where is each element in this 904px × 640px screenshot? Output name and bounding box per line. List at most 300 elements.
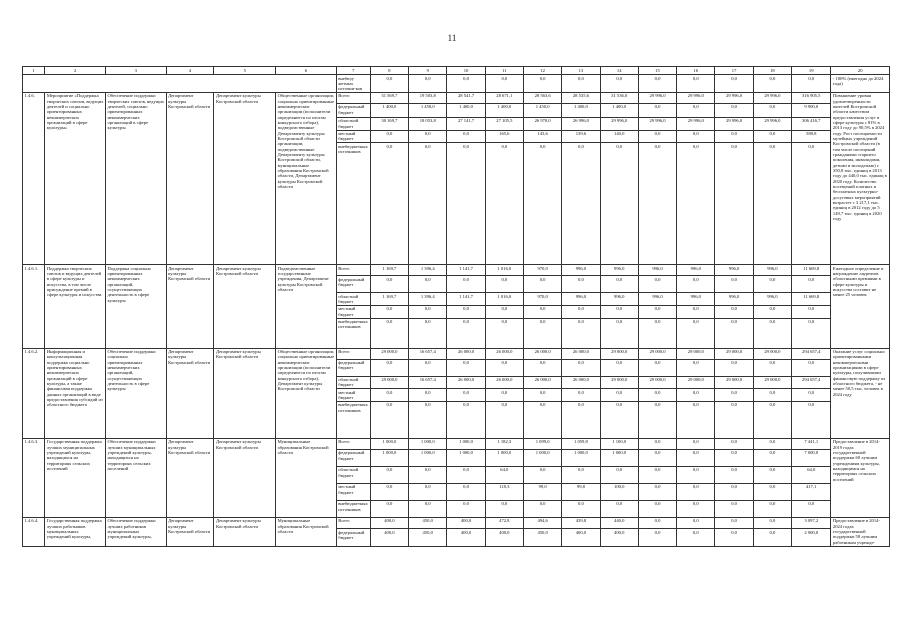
amount-cell: 26 000,0 [447, 348, 485, 359]
amount-cell: 0,0 [600, 318, 638, 348]
amount-cell: 0,0 [600, 466, 638, 483]
expected-result: Оказание услуг социально ориентированными некоммерческими организациями в сфере культуры, получившими финансовую поддержку из областного бюджета, - не менее 50,5 тыс. человек в 2024 году [831, 348, 890, 438]
expected-result: Предоставление в 2014- 2019 годах государственной поддержки 60 лучшим учреждениям культуры, находящимся на территориях сельских поселений [831, 438, 890, 517]
amount-cell: 400,0 [485, 529, 523, 546]
amount-cell: 0,0 [715, 517, 753, 528]
amount-cell: 0,0 [638, 483, 676, 500]
item-executor: Подведомственные государственные учреждения, Департамент культуры Костромской области [276, 265, 337, 348]
amount-cell: 0,0 [409, 389, 447, 402]
funding-source: Всего [336, 517, 370, 528]
amount-cell: 0,0 [370, 130, 408, 143]
amount-cell: 0,0 [638, 466, 676, 483]
amount-cell: 29 996,0 [715, 92, 753, 103]
item-content: Обеспечение поддержки социально ориентированных некоммерческих организаций, осуществляющих деятельность в сфере культуры [105, 348, 166, 438]
amount-cell: 28 541,7 [447, 92, 485, 103]
funding-source: федеральный бюджет [336, 103, 370, 117]
funding-source: областной бюджет [336, 117, 370, 130]
amount-cell: 0,0 [638, 389, 676, 402]
amount-cell: 0,0 [409, 276, 447, 293]
funding-source: внебюджетных источников [336, 500, 370, 517]
amount-cell: 0,0 [370, 75, 408, 93]
item-name: Поддержка творческих союзов и ведущих деятелей в сфере культуры и искусства, в том числе присуждение премий в сфере культуры и искусства [45, 265, 106, 348]
amount-cell: 26 000,0 [562, 376, 600, 389]
amount-cell: 64,0 [792, 466, 831, 483]
amount-cell: 0,0 [600, 401, 638, 438]
amount-cell: 0,0 [715, 449, 753, 466]
amount-cell: 99,0 [523, 483, 561, 500]
amount-cell: 1 450,0 [409, 103, 447, 117]
amount-cell: 1 000,0 [409, 438, 447, 449]
amount-cell: 0,0 [562, 75, 600, 93]
amount-cell: 0,0 [485, 500, 523, 517]
item-customer: Департамент культуры Костромской области [166, 438, 214, 517]
item-customer: Департамент культуры Костромской области [166, 517, 214, 546]
amount-cell: 450,0 [409, 517, 447, 528]
amount-cell: 0,0 [677, 438, 715, 449]
amount-cell: 0,0 [523, 75, 561, 93]
amount-cell: 1 400,0 [447, 103, 485, 117]
amount-cell: 0,0 [677, 276, 715, 293]
table-row [23, 438, 890, 449]
amount-cell: 1 182,3 [485, 438, 523, 449]
amount-cell: 29 000,0 [600, 348, 638, 359]
amount-cell: 26 000,0 [485, 348, 523, 359]
amount-cell: 0,0 [523, 500, 561, 517]
amount-cell: 29 996,0 [753, 117, 791, 130]
amount-cell: 0,0 [523, 389, 561, 402]
item-customer: Департамент культуры Костромской области [166, 265, 214, 348]
amount-cell: 400,0 [370, 529, 408, 546]
amount-cell: 0,0 [792, 500, 831, 517]
amount-cell: 1 141,7 [447, 293, 485, 306]
amount-cell: 996,0 [715, 293, 753, 306]
amount-cell: 0,0 [638, 438, 676, 449]
table-row [23, 517, 890, 528]
column-number: 2 [45, 67, 106, 75]
amount-cell: 0,0 [753, 500, 791, 517]
funding-source: областной бюджет [336, 376, 370, 389]
amount-cell: 0,0 [715, 466, 753, 483]
amount-cell: 1 169,7 [370, 265, 408, 276]
amount-cell: 31 569,7 [370, 92, 408, 103]
amount-cell: 29 000,0 [715, 376, 753, 389]
amount-cell: 0,0 [638, 276, 676, 293]
amount-cell: 19 503,8 [409, 92, 447, 103]
amount-cell: 1 450,0 [523, 103, 561, 117]
item-content: Обеспечение поддержки лучших муниципальных учреждений культуры, находящихся на территориях сельских поселений [105, 438, 166, 517]
funding-source: местный бюджет [336, 483, 370, 500]
item-coordinator: Департамент культуры Костромской области [214, 92, 276, 264]
item-executor: Муниципальные образования Костромской области [276, 517, 337, 546]
column-number: 16 [677, 67, 715, 75]
amount-cell: 29 996,0 [638, 117, 676, 130]
amount-cell: 0,0 [562, 401, 600, 438]
amount-cell: 0,0 [523, 318, 561, 348]
amount-cell: 0,0 [715, 143, 753, 265]
funding-source: внебюджетных источников [336, 401, 370, 438]
amount-cell: 1 100,0 [600, 438, 638, 449]
item-executor: Общественные организации, социально ориентированные некоммерческие организации (исполнители определяются по итогам конкурсного отбора), Департамент культуры Костромской области [276, 348, 337, 438]
amount-cell: 0,0 [792, 401, 831, 438]
column-number: 6 [276, 67, 337, 75]
amount-cell: 27 141,7 [447, 117, 485, 130]
amount-cell: 0,0 [600, 359, 638, 376]
amount-cell: 970,0 [523, 293, 561, 306]
amount-cell: 996,0 [638, 265, 676, 276]
amount-cell: 0,0 [792, 389, 831, 402]
amount-cell: 0,0 [715, 130, 753, 143]
amount-cell: 0,0 [638, 143, 676, 265]
amount-cell: 29 996,0 [753, 92, 791, 103]
amount-cell: 26 996,0 [562, 117, 600, 130]
amount-cell: 440,0 [600, 517, 638, 528]
table-row [23, 92, 890, 103]
amount-cell: 450,0 [523, 529, 561, 546]
amount-cell: 100,0 [600, 483, 638, 500]
amount-cell: 1 141,7 [447, 265, 485, 276]
amount-cell: 0,0 [677, 466, 715, 483]
funding-source: Всего [336, 265, 370, 276]
amount-cell: 7 441,1 [792, 438, 831, 449]
amount-cell: 0,0 [370, 500, 408, 517]
budget-table [22, 66, 890, 547]
amount-cell: 0,0 [715, 305, 753, 318]
amount-cell: 316 905,5 [792, 92, 831, 103]
amount-cell: 29 000,0 [370, 376, 408, 389]
item-name: Государственная поддержка лучших работников муниципальных учреждений культуры, [45, 517, 106, 546]
amount-cell: 16 657,4 [409, 376, 447, 389]
column-number: 11 [485, 67, 523, 75]
column-number: 17 [715, 67, 753, 75]
amount-cell: 29 996,0 [677, 92, 715, 103]
amount-cell: 0,0 [447, 143, 485, 265]
column-number: 7 [336, 67, 370, 75]
item-customer: Департамент культуры Костромской области [166, 92, 214, 264]
amount-cell: 306 416,7 [792, 117, 831, 130]
amount-cell: 1 000,0 [447, 438, 485, 449]
amount-cell: 18 053,8 [409, 117, 447, 130]
amount-cell: 29 000,0 [715, 348, 753, 359]
amount-cell: 0,0 [638, 500, 676, 517]
amount-cell: 0,0 [409, 143, 447, 265]
amount-cell: 29 996,0 [600, 117, 638, 130]
amount-cell: 26 000,0 [562, 348, 600, 359]
amount-cell: 0,0 [677, 483, 715, 500]
column-number: 18 [753, 67, 791, 75]
amount-cell: 294 657,4 [792, 348, 831, 359]
amount-cell: 0,0 [638, 305, 676, 318]
amount-cell: 494,6 [523, 517, 561, 528]
amount-cell: 0,0 [447, 130, 485, 143]
amount-cell: 0,0 [485, 276, 523, 293]
amount-cell: 0,0 [409, 130, 447, 143]
item-customer: Департамент культуры Костромской области [166, 348, 214, 438]
amount-cell: 0,0 [409, 466, 447, 483]
amount-cell: 996,0 [677, 293, 715, 306]
amount-cell: 400,0 [562, 529, 600, 546]
amount-cell: 0,0 [447, 75, 485, 93]
amount-cell: 0,0 [600, 389, 638, 402]
item-content: Обеспечение поддержки творческих союзов, ведущих деятелей, социально ориентированных некоммерческих организаций в сфере культуры [105, 92, 166, 264]
amount-cell: 29 000,0 [753, 348, 791, 359]
expected-result: Повышение уровня удовлетворенности жителей Костромской области качеством предоставления услуг в сфере культуры с 81% в 2013 году до 90,5% в 2024 году. Рост посещаемости музейных учреждений Костромской области (в том числе посещений гражданами старшего поколения, инвалидами, детьми и молодежью) с 350,8 тыс. единиц в 2013 году до 440,0 тыс. единиц в 2020 году. Количество посещений платных и бесплатных культурно-досуговых мероприятий возрастет с 3 217,1 тыс. единиц в 2012 году до 5 149,7 тыс. единиц в 2020 году [831, 92, 890, 264]
item-coordinator: Департамент культуры Костромской области [214, 265, 276, 348]
item-content: Поддержка социально ориентированных некоммерческих организаций, осуществляющих деятельность в сфере культуры [105, 265, 166, 348]
amount-cell: 0,0 [600, 75, 638, 93]
amount-cell: 0,0 [370, 401, 408, 438]
funding-source: федеральный бюджет [336, 276, 370, 293]
amount-cell: 0,0 [715, 438, 753, 449]
amount-cell: 0,0 [562, 143, 600, 265]
amount-cell: 996,0 [600, 265, 638, 276]
item-name: Государственная поддержка лучших муниципальных учреждений культуры, находящихся на территориях сельских поселений [45, 438, 106, 517]
amount-cell: 29 996,0 [715, 117, 753, 130]
amount-cell: 0,0 [715, 75, 753, 93]
amount-cell: 0,0 [715, 500, 753, 517]
amount-cell: 0,0 [523, 466, 561, 483]
funding-source: областной бюджет [336, 293, 370, 306]
funding-source: внебюджетных источников [336, 318, 370, 348]
amount-cell: 417,1 [792, 483, 831, 500]
amount-cell: 996,0 [638, 293, 676, 306]
item-coordinator: Департамент культуры Костромской области [214, 348, 276, 438]
expected-result: Ежегодное определение и награждение лауреатов областными премиями в сфере культуры и искусства составит не менее 25 человек [831, 265, 890, 348]
amount-cell: 0,0 [753, 318, 791, 348]
amount-cell: 0,0 [485, 75, 523, 93]
amount-cell: 0,0 [753, 103, 791, 117]
amount-cell: 0,0 [638, 75, 676, 93]
amount-cell: 0,0 [447, 389, 485, 402]
amount-cell: 0,0 [792, 318, 831, 348]
amount-cell: 2 900,0 [792, 529, 831, 546]
amount-cell: 0,0 [409, 401, 447, 438]
amount-cell: 1 000,0 [370, 449, 408, 466]
amount-cell: 0,0 [523, 143, 561, 265]
amount-cell: 0,0 [715, 389, 753, 402]
amount-cell: 28 563,6 [523, 92, 561, 103]
column-number: 9 [409, 67, 447, 75]
amount-cell: 400,0 [447, 529, 485, 546]
amount-cell: 996,0 [600, 293, 638, 306]
amount-cell: 1 000,0 [523, 449, 561, 466]
amount-cell: 0,0 [792, 305, 831, 318]
amount-cell: 0,0 [677, 389, 715, 402]
item-code: 1.4.6.1. [23, 265, 45, 348]
amount-cell: 29 996,0 [638, 92, 676, 103]
amount-cell: 0,0 [447, 401, 485, 438]
amount-cell: 588,8 [792, 130, 831, 143]
funding-source: местный бюджет [336, 130, 370, 143]
column-number: 20 [831, 67, 890, 75]
amount-cell: 29 000,0 [677, 376, 715, 389]
column-number: 4 [166, 67, 214, 75]
funding-source: федеральный бюджет [336, 449, 370, 466]
amount-cell: 0,0 [562, 466, 600, 483]
amount-cell: 0,0 [753, 517, 791, 528]
amount-cell: 0,0 [753, 529, 791, 546]
amount-cell: 0,0 [753, 389, 791, 402]
amount-cell: 3 097,2 [792, 517, 831, 528]
amount-cell: 0,0 [677, 529, 715, 546]
amount-cell: 0,0 [370, 483, 408, 500]
amount-cell: 0,0 [523, 276, 561, 293]
amount-cell: 31 536,0 [600, 92, 638, 103]
amount-cell: 0,0 [638, 449, 676, 466]
expected-result: Предоставление в 2014- 2024 годах государственной поддержки 58 лучшим работникам учрежде- [831, 517, 890, 546]
amount-cell: 1 000,0 [409, 449, 447, 466]
item-code: 1.4.6.3. [23, 438, 45, 517]
amount-cell: 30 169,7 [370, 117, 408, 130]
item-executor: Муниципальные образования Костромской области [276, 438, 337, 517]
amount-cell: 0,0 [677, 517, 715, 528]
amount-cell: 11 669,8 [792, 293, 831, 306]
column-number: 8 [370, 67, 408, 75]
amount-cell: 0,0 [409, 305, 447, 318]
funding-source: областной бюджет [336, 466, 370, 483]
amount-cell: 0,0 [447, 305, 485, 318]
amount-cell: 0,0 [562, 359, 600, 376]
amount-cell: 0,0 [677, 75, 715, 93]
amount-cell: 0,0 [447, 318, 485, 348]
funding-source: Всего [336, 438, 370, 449]
amount-cell: 26 000,0 [447, 376, 485, 389]
amount-cell: 29 000,0 [600, 376, 638, 389]
amount-cell: 0,0 [638, 529, 676, 546]
amount-cell: 0,0 [370, 359, 408, 376]
amount-cell: 0,0 [715, 483, 753, 500]
amount-cell: 996,0 [677, 265, 715, 276]
amount-cell: 7 000,0 [792, 449, 831, 466]
amount-cell: 143,6 [523, 130, 561, 143]
amount-cell: 29 000,0 [638, 348, 676, 359]
amount-cell: 0,0 [562, 389, 600, 402]
amount-cell: 28 671,1 [485, 92, 523, 103]
amount-cell: 1 000,0 [447, 449, 485, 466]
amount-cell: 0,0 [715, 318, 753, 348]
amount-cell: 0,0 [523, 305, 561, 318]
amount-cell: 139,6 [562, 130, 600, 143]
amount-cell: 0,0 [753, 130, 791, 143]
amount-cell: 1 169,7 [370, 293, 408, 306]
amount-cell: 0,0 [638, 359, 676, 376]
amount-cell: 400,0 [600, 529, 638, 546]
amount-cell: 64,0 [485, 466, 523, 483]
amount-cell: 0,0 [370, 305, 408, 318]
amount-cell: 996,0 [562, 293, 600, 306]
amount-cell: 165,6 [485, 130, 523, 143]
amount-cell: 27 105,5 [485, 117, 523, 130]
amount-cell: 0,0 [600, 143, 638, 265]
amount-cell: 140,0 [600, 130, 638, 143]
amount-cell: 0,0 [677, 130, 715, 143]
amount-cell: 0,0 [677, 449, 715, 466]
item-coordinator: Департамент культуры Костромской области [214, 517, 276, 546]
amount-cell: 0,0 [792, 359, 831, 376]
amount-cell: 0,0 [753, 143, 791, 265]
amount-cell: 996,0 [753, 293, 791, 306]
funding-source: Всего [336, 348, 370, 359]
amount-cell: 0,0 [715, 359, 753, 376]
amount-cell: 1 059,8 [562, 438, 600, 449]
amount-cell: 26 000,0 [485, 376, 523, 389]
amount-cell: 0,0 [447, 483, 485, 500]
amount-cell: 0,0 [715, 529, 753, 546]
amount-cell: 28 535,6 [562, 92, 600, 103]
amount-cell: 1 396,4 [409, 293, 447, 306]
column-number: 19 [792, 67, 831, 75]
amount-cell: 16 657,4 [409, 348, 447, 359]
column-number: 3 [105, 67, 166, 75]
amount-cell: 0,0 [715, 401, 753, 438]
amount-cell: 0,0 [600, 305, 638, 318]
funding-source: местный бюджет [336, 389, 370, 402]
amount-cell: 0,0 [753, 276, 791, 293]
amount-cell: 0,0 [677, 500, 715, 517]
amount-cell: 0,0 [485, 318, 523, 348]
amount-cell: 29 996,0 [677, 117, 715, 130]
amount-cell: 26 000,0 [523, 348, 561, 359]
column-number: 5 [214, 67, 276, 75]
item-name: Информационная и консультационная поддержка социально ориентированных некоммерческих организаций в сфере культуры, а также финансовая поддержка данных организаций в виде предоставления субсидий из областного бюджета [45, 348, 106, 438]
amount-cell: 0,0 [409, 75, 447, 93]
amount-cell: 1 400,0 [562, 103, 600, 117]
column-number: 12 [523, 67, 561, 75]
amount-cell: 0,0 [677, 143, 715, 265]
amount-cell: 0,0 [485, 401, 523, 438]
funding-source: федеральный бюджет [336, 359, 370, 376]
column-number: 1 [23, 67, 45, 75]
amount-cell: 0,0 [447, 500, 485, 517]
column-number: 10 [447, 67, 485, 75]
amount-cell: 439,8 [562, 517, 600, 528]
amount-cell: 0,0 [370, 318, 408, 348]
funding-source: внебюджетных источников [336, 143, 370, 265]
amount-cell: 0,0 [638, 401, 676, 438]
amount-cell: 0,0 [638, 103, 676, 117]
amount-cell: 0,0 [715, 276, 753, 293]
amount-cell: 0,0 [370, 276, 408, 293]
amount-cell: 0,0 [792, 276, 831, 293]
amount-cell: 0,0 [447, 276, 485, 293]
table-row [23, 265, 890, 276]
amount-cell: 29 000,0 [638, 376, 676, 389]
amount-cell: 1 396,4 [409, 265, 447, 276]
amount-cell: 0,0 [562, 500, 600, 517]
amount-cell: 400,0 [447, 517, 485, 528]
amount-cell: 0,0 [638, 130, 676, 143]
amount-cell: 0,0 [753, 466, 791, 483]
amount-cell: 294 657,4 [792, 376, 831, 389]
amount-cell: 1 016,0 [485, 293, 523, 306]
amount-cell: 0,0 [370, 143, 408, 265]
amount-cell: 0,0 [753, 449, 791, 466]
funding-source: Всего [336, 92, 370, 103]
amount-cell: 996,0 [715, 265, 753, 276]
item-content: Обеспечение поддержки лучших работников муниципальных учреждений культуры, [105, 517, 166, 546]
amount-cell: 1 000,0 [485, 449, 523, 466]
amount-cell: 0,0 [715, 103, 753, 117]
amount-cell: 0,0 [370, 389, 408, 402]
amount-cell: 0,0 [753, 483, 791, 500]
column-number-row [23, 67, 890, 75]
item-executor: Общественные организации, социально ориентированные некоммерческие организации (исполнители определяются по итогам конкурсного отбора), подведомственные Департаменту культуры Костромской области организации, подведомственные Департаменту культуры Костромской области, муниципальные образования Костромской области, Департамент культуры Костромской области [276, 92, 337, 264]
amount-cell: 0,0 [485, 389, 523, 402]
table-row [23, 348, 890, 359]
item-code: 1.4.6.2. [23, 348, 45, 438]
amount-cell: 996,0 [753, 265, 791, 276]
amount-cell: 29 000,0 [370, 348, 408, 359]
amount-cell: 0,0 [753, 438, 791, 449]
